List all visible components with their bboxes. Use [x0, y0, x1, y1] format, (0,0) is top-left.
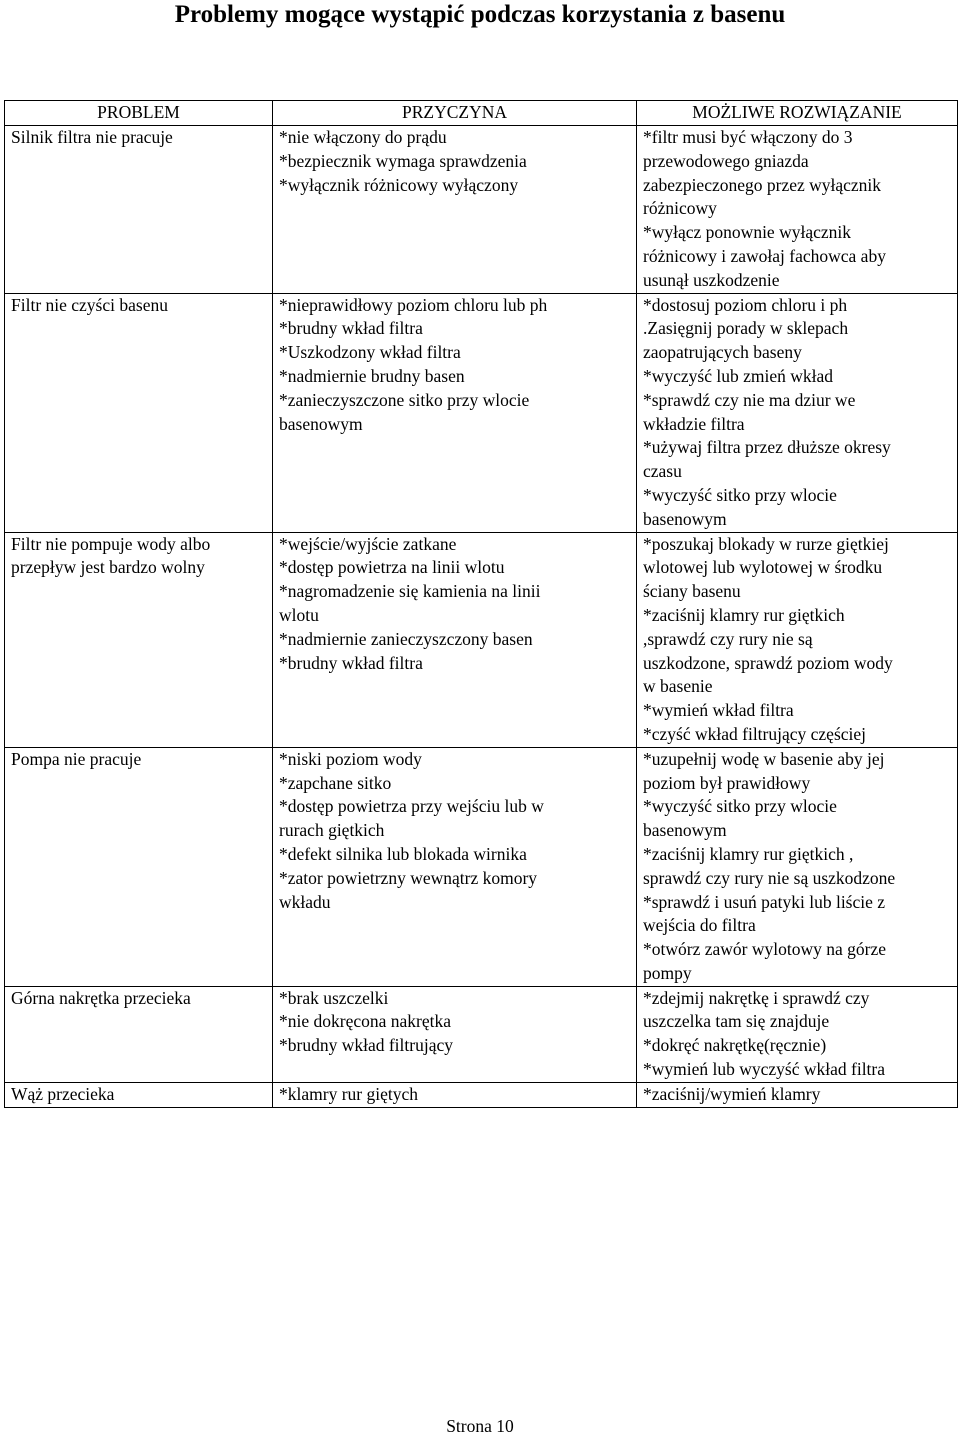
solution-line: .Zasięgnij porady w sklepach — [643, 318, 849, 339]
solution-line: *sprawdź i usuń patyki lub liście z — [643, 891, 886, 912]
solution-line: w basenie — [643, 676, 713, 697]
solution-line: basenowym — [643, 820, 727, 841]
problem-cell — [5, 747, 273, 986]
table-body — [5, 126, 958, 1108]
solution-cell — [637, 1082, 958, 1107]
solution-line: *wyczyść lub zmień wkład — [643, 365, 834, 386]
problem-line: Filtr nie pompuje wody albo — [11, 533, 211, 554]
table-row — [5, 747, 958, 986]
solution-line: wlotowej lub wylotowej w środku — [643, 557, 883, 578]
cause-line: *brudny wkład filtrujący — [279, 1035, 453, 1056]
problem-line: Pompa nie pracuje — [11, 748, 142, 769]
cause-line: *niski poziom wody — [279, 748, 422, 769]
cause-line: *wyłącznik różnicowy wyłączony — [279, 174, 519, 195]
cause-line: wlotu — [279, 604, 319, 625]
cause-line: *brudny wkład filtra — [279, 652, 423, 673]
cause-line: *defekt silnika lub blokada wirnika — [279, 843, 527, 864]
problem-cell — [5, 986, 273, 1082]
solution-line: uszczelka tam się znajduje — [643, 1011, 830, 1032]
solution-line: *sprawdź czy nie ma dziur we — [643, 389, 856, 410]
solution-line: poziom był prawidłowy — [643, 772, 811, 793]
solution-line: *wyczyść sitko przy wlocie — [643, 484, 837, 505]
table-row — [5, 986, 958, 1082]
solution-line: uszkodzone, sprawdź poziom wody — [643, 652, 893, 673]
solution-cell — [637, 126, 958, 294]
cause-line: wkładu — [279, 891, 331, 912]
cause-cell — [273, 532, 637, 747]
solution-line: przewodowego gniazda — [643, 150, 809, 171]
problem-line: Filtr nie czyści basenu — [11, 294, 168, 315]
cause-line: *zator powietrzny wewnątrz komory — [279, 867, 538, 888]
cause-cell — [273, 986, 637, 1082]
solution-cell — [637, 293, 958, 532]
header-cause: PRZYCZYNA — [273, 101, 637, 126]
table-header-row — [5, 101, 958, 126]
solution-cell — [637, 986, 958, 1082]
solution-line: pompy — [643, 962, 692, 983]
solution-line: usunął uszkodzenie — [643, 269, 780, 290]
table-row — [5, 293, 958, 532]
problem-line: Górna nakrętka przecieka — [11, 987, 191, 1008]
table-row — [5, 532, 958, 747]
cause-line: *nadmiernie brudny basen — [279, 365, 465, 386]
cause-line: *zapchane sitko — [279, 772, 392, 793]
solution-line: *zdejmij nakrętkę i sprawdź czy — [643, 987, 870, 1008]
cause-line: *dostęp powietrza przy wejściu lub w — [279, 796, 544, 817]
solution-line: *wyłącz ponownie wyłącznik — [643, 222, 851, 243]
cause-line: *nagromadzenie się kamienia na linii — [279, 581, 541, 602]
solution-line: *wymień wkład filtra — [643, 700, 794, 721]
problem-line: Silnik filtra nie pracuje — [11, 127, 173, 147]
cause-line: *nie włączony do prądu — [279, 127, 447, 147]
solution-cell — [637, 532, 958, 747]
cause-line: *nieprawidłowy poziom chloru lub ph — [279, 294, 548, 315]
solution-line: różnicowy i zawołaj fachowca aby — [643, 245, 886, 266]
solution-line: ,sprawdź czy rury nie są — [643, 628, 813, 649]
solution-line: wejścia do filtra — [643, 915, 756, 936]
cause-line: *brudny wkład filtra — [279, 318, 423, 339]
cause-line: basenowym — [279, 413, 363, 434]
cause-cell — [273, 747, 637, 986]
page-title: Problemy mogące wystąpić podczas korzystania z basenu — [174, 1, 786, 28]
table-row — [5, 1082, 958, 1107]
solution-line: czasu — [643, 461, 682, 482]
cause-line: *wejście/wyjście zatkane — [279, 533, 457, 554]
page-number: Strona 10 — [446, 1416, 514, 1436]
cause-cell — [273, 126, 637, 294]
solution-line: wkładzie filtra — [643, 413, 745, 434]
troubleshooting-table-container — [4, 100, 957, 1108]
table-row — [5, 126, 958, 294]
solution-line: ściany basenu — [643, 581, 741, 602]
cause-cell — [273, 1082, 637, 1107]
header-problem: PROBLEM — [5, 101, 273, 126]
troubleshooting-table — [4, 100, 958, 1108]
problem-line: Wąż przecieka — [11, 1083, 115, 1104]
solution-line: *dostosuj poziom chloru i ph — [643, 294, 848, 315]
solution-line: różnicowy — [643, 198, 717, 219]
solution-line: *filtr musi być włączony do 3 — [643, 127, 853, 147]
cause-line: *klamry rur giętych — [279, 1083, 418, 1104]
problem-line: przepływ jest bardzo wolny — [11, 557, 205, 578]
solution-line: sprawdź czy rury nie są uszkodzone — [643, 867, 896, 888]
problem-cell — [5, 532, 273, 747]
cause-line: rurach giętkich — [279, 820, 385, 841]
solution-line: *zaciśnij klamry rur giętkich , — [643, 843, 854, 864]
solution-line: *używaj filtra przez dłuższe okresy — [643, 437, 891, 458]
cause-line: *bezpiecznik wymaga sprawdzenia — [279, 150, 527, 171]
problem-cell — [5, 293, 273, 532]
cause-line: *Uszkodzony wkład filtra — [279, 342, 461, 363]
problem-cell — [5, 126, 273, 294]
solution-cell — [637, 747, 958, 986]
solution-line: *uzupełnij wodę w basenie aby jej — [643, 748, 885, 769]
cause-line: *zanieczyszczone sitko przy wlocie — [279, 389, 530, 410]
solution-line: *wyczyść sitko przy wlocie — [643, 796, 837, 817]
solution-line: zaopatrujących baseny — [643, 342, 802, 363]
cause-cell — [273, 293, 637, 532]
problem-cell — [5, 1082, 273, 1107]
cause-line: *brak uszczelki — [279, 987, 389, 1008]
solution-line: *otwórz zawór wylotowy na górze — [643, 939, 886, 960]
solution-line: *poszukaj blokady w rurze giętkiej — [643, 533, 889, 554]
solution-line: *zaciśnij klamry rur giętkich — [643, 604, 845, 625]
solution-line: *zaciśnij/wymień klamry — [643, 1083, 821, 1104]
cause-line: *dostęp powietrza na linii wlotu — [279, 557, 505, 578]
solution-line: *dokręć nakrętkę(ręcznie) — [643, 1035, 827, 1056]
header-solution: MOŻLIWE ROZWIĄZANIE — [637, 101, 958, 126]
solution-line: zabezpieczonego przez wyłącznik — [643, 174, 882, 195]
cause-line: *nie dokręcona nakrętka — [279, 1011, 452, 1032]
solution-line: basenowym — [643, 508, 727, 529]
solution-line: *wymień lub wyczyść wkład filtra — [643, 1059, 886, 1080]
solution-line: *czyść wkład filtrujący częściej — [643, 723, 867, 744]
cause-line: *nadmiernie zanieczyszczony basen — [279, 628, 533, 649]
